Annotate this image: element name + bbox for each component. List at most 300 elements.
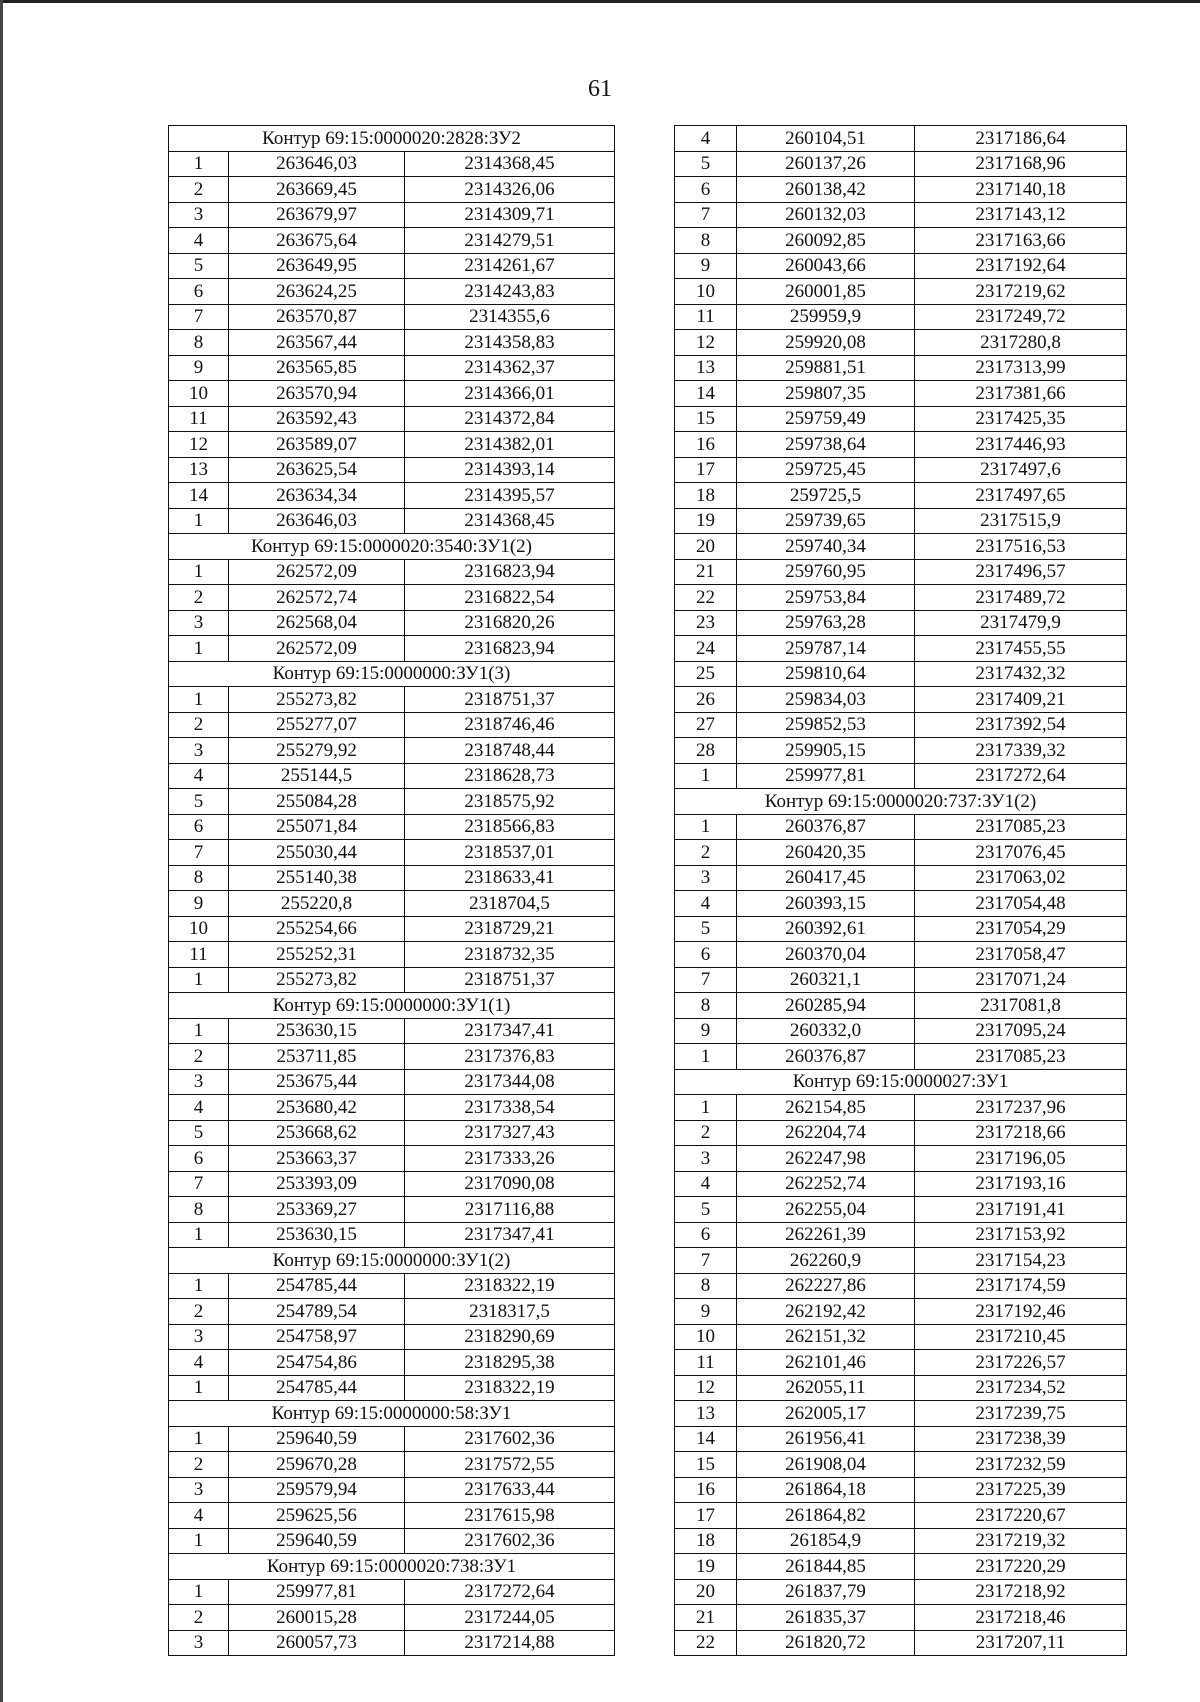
coordinate-row [169, 585, 615, 611]
coordinate-y: 2317496,57 [915, 559, 1127, 585]
point-number: 27 [675, 712, 737, 738]
point-number: 2 [169, 1605, 229, 1631]
point-number: 1 [169, 1579, 229, 1605]
coordinate-row [169, 177, 615, 203]
coordinate-x: 262151,32 [737, 1324, 915, 1350]
coordinate-y: 2317163,66 [915, 228, 1127, 254]
point-number: 4 [169, 1350, 229, 1376]
coordinate-x: 254785,44 [229, 1273, 405, 1299]
point-number: 4 [169, 1095, 229, 1121]
coordinate-row [675, 151, 1127, 177]
coordinate-row [169, 967, 615, 993]
point-number: 1 [675, 814, 737, 840]
coordinate-x: 260376,87 [737, 1044, 915, 1070]
coordinate-y: 2316823,94 [405, 559, 615, 585]
coordinate-row [169, 1273, 615, 1299]
point-number: 14 [675, 381, 737, 407]
coordinate-row [675, 1146, 1127, 1172]
coordinate-row [675, 763, 1127, 789]
coordinate-row [675, 406, 1127, 432]
coordinate-row [675, 355, 1127, 381]
coordinate-row [169, 457, 615, 483]
point-number: 22 [675, 585, 737, 611]
coordinate-y: 2317085,23 [915, 1044, 1127, 1070]
coordinate-x: 253393,09 [229, 1171, 405, 1197]
point-number: 5 [675, 1197, 737, 1223]
coordinate-x: 259852,53 [737, 712, 915, 738]
point-number: 6 [169, 279, 229, 305]
coordinate-y: 2317186,64 [915, 126, 1127, 152]
coordinate-y: 2317338,54 [405, 1095, 615, 1121]
coordinate-row [169, 355, 615, 381]
coordinate-x: 261820,72 [737, 1630, 915, 1656]
contour-header-row [169, 1401, 615, 1427]
coordinate-y: 2317432,32 [915, 661, 1127, 687]
coordinate-row [169, 1222, 615, 1248]
coordinate-row [169, 559, 615, 585]
contour-title: Контур 69:15:0000020:738:ЗУ1 [169, 1554, 615, 1580]
coordinate-y: 2317232,59 [915, 1452, 1127, 1478]
coordinate-y: 2317446,93 [915, 432, 1127, 458]
coordinate-row [169, 814, 615, 840]
point-number: 26 [675, 687, 737, 713]
coordinate-row [675, 228, 1127, 254]
coordinate-row [675, 304, 1127, 330]
point-number: 1 [169, 1273, 229, 1299]
coordinate-row [675, 432, 1127, 458]
coordinate-x: 263669,45 [229, 177, 405, 203]
coordinate-y: 2317193,16 [915, 1171, 1127, 1197]
coordinate-x: 253630,15 [229, 1222, 405, 1248]
coordinate-row [675, 993, 1127, 1019]
coordinate-row [169, 1528, 615, 1554]
point-number: 20 [675, 1579, 737, 1605]
point-number: 3 [169, 202, 229, 228]
coordinate-y: 2318748,44 [405, 738, 615, 764]
coordinate-row [675, 534, 1127, 560]
coordinate-x: 259763,28 [737, 610, 915, 636]
coordinate-row [169, 865, 615, 891]
coordinate-x: 263649,95 [229, 253, 405, 279]
coordinate-x: 255144,5 [229, 763, 405, 789]
coordinate-y: 2317572,55 [405, 1452, 615, 1478]
coordinate-row [169, 687, 615, 713]
coordinate-y: 2317272,64 [915, 763, 1127, 789]
coordinate-y: 2317192,64 [915, 253, 1127, 279]
point-number: 3 [169, 1630, 229, 1656]
coordinate-x: 255030,44 [229, 840, 405, 866]
coordinate-x: 261864,82 [737, 1503, 915, 1529]
contour-title: Контур 69:15:0000020:2828:ЗУ2 [169, 126, 615, 152]
coordinate-row [675, 1018, 1127, 1044]
coordinate-x: 253630,15 [229, 1018, 405, 1044]
coordinate-x: 259753,84 [737, 585, 915, 611]
point-number: 8 [169, 865, 229, 891]
coordinate-y: 2318704,5 [405, 891, 615, 917]
coordinate-row [675, 1452, 1127, 1478]
point-number: 20 [675, 534, 737, 560]
coordinate-y: 2317218,92 [915, 1579, 1127, 1605]
coordinate-y: 2314362,37 [405, 355, 615, 381]
point-number: 3 [169, 1069, 229, 1095]
coordinate-x: 259625,56 [229, 1503, 405, 1529]
coordinate-x: 259920,08 [737, 330, 915, 356]
point-number: 1 [169, 687, 229, 713]
coordinate-x: 263679,97 [229, 202, 405, 228]
coordinate-y: 2317497,65 [915, 483, 1127, 509]
coordinate-y: 2317143,12 [915, 202, 1127, 228]
coordinate-row [169, 253, 615, 279]
coordinate-x: 255220,8 [229, 891, 405, 917]
coordinate-row [675, 585, 1127, 611]
contour-header-row [675, 1069, 1127, 1095]
point-number: 10 [675, 279, 737, 305]
coordinate-row [675, 253, 1127, 279]
coordinate-x: 255140,38 [229, 865, 405, 891]
point-number: 28 [675, 738, 737, 764]
coordinate-x: 260092,85 [737, 228, 915, 254]
coordinate-x: 259670,28 [229, 1452, 405, 1478]
coordinate-y: 2314243,83 [405, 279, 615, 305]
point-number: 6 [675, 1222, 737, 1248]
coordinate-row [169, 1630, 615, 1656]
coordinate-y: 2317218,66 [915, 1120, 1127, 1146]
coordinate-x: 254758,97 [229, 1324, 405, 1350]
coordinate-x: 262204,74 [737, 1120, 915, 1146]
point-number: 6 [169, 1146, 229, 1172]
coordinate-y: 2317219,62 [915, 279, 1127, 305]
point-number: 7 [169, 304, 229, 330]
coordinate-y: 2318290,69 [405, 1324, 615, 1350]
coordinate-row [675, 1554, 1127, 1580]
coordinate-row [675, 381, 1127, 407]
coordinate-y: 2317140,18 [915, 177, 1127, 203]
coordinate-y: 2317327,43 [405, 1120, 615, 1146]
point-number: 11 [169, 942, 229, 968]
coordinate-row [675, 559, 1127, 585]
point-number: 4 [675, 1171, 737, 1197]
point-number: 9 [675, 1018, 737, 1044]
coordinate-row [169, 1120, 615, 1146]
point-number: 9 [675, 253, 737, 279]
coordinate-row [169, 610, 615, 636]
coordinate-y: 2318729,21 [405, 916, 615, 942]
point-number: 1 [169, 1018, 229, 1044]
coordinate-x: 261908,04 [737, 1452, 915, 1478]
coordinate-y: 2317344,08 [405, 1069, 615, 1095]
coordinate-x: 259640,59 [229, 1426, 405, 1452]
coordinate-y: 2317602,36 [405, 1426, 615, 1452]
coordinate-y: 2317489,72 [915, 585, 1127, 611]
coordinate-row [675, 483, 1127, 509]
coordinate-y: 2317479,9 [915, 610, 1127, 636]
point-number: 2 [169, 712, 229, 738]
point-number: 12 [169, 432, 229, 458]
point-number: 18 [675, 483, 737, 509]
coordinate-y: 2318751,37 [405, 687, 615, 713]
coordinate-y: 2316823,94 [405, 636, 615, 662]
coordinate-x: 260393,15 [737, 891, 915, 917]
coordinate-y: 2317239,75 [915, 1401, 1127, 1427]
coordinate-y: 2317085,23 [915, 814, 1127, 840]
coordinate-y: 2317081,8 [915, 993, 1127, 1019]
coordinate-x: 255279,92 [229, 738, 405, 764]
contour-header-row [169, 1554, 615, 1580]
coordinate-y: 2317313,99 [915, 355, 1127, 381]
coordinate-y: 2318566,83 [405, 814, 615, 840]
coordinate-x: 261956,41 [737, 1426, 915, 1452]
point-number: 1 [169, 967, 229, 993]
coordinate-row [675, 1503, 1127, 1529]
coordinate-y: 2317090,08 [405, 1171, 615, 1197]
coordinate-row [169, 942, 615, 968]
coordinate-x: 260417,45 [737, 865, 915, 891]
coordinate-row [675, 942, 1127, 968]
coordinate-y: 2318322,19 [405, 1273, 615, 1299]
coordinate-x: 263675,64 [229, 228, 405, 254]
coordinate-x: 259740,34 [737, 534, 915, 560]
coordinate-y: 2318575,92 [405, 789, 615, 815]
coordinate-row [675, 814, 1127, 840]
coordinate-y: 2317220,67 [915, 1503, 1127, 1529]
coordinate-x: 255254,66 [229, 916, 405, 942]
point-number: 11 [675, 304, 737, 330]
point-number: 5 [169, 789, 229, 815]
coordinate-y: 2318317,5 [405, 1299, 615, 1325]
point-number: 1 [675, 1095, 737, 1121]
coordinate-y: 2317238,39 [915, 1426, 1127, 1452]
scan-edge-left [0, 0, 3, 1702]
coordinate-row [675, 1044, 1127, 1070]
coordinate-y: 2317347,41 [405, 1222, 615, 1248]
coordinate-x: 253680,42 [229, 1095, 405, 1121]
coordinate-y: 2314393,14 [405, 457, 615, 483]
coordinate-row [675, 1528, 1127, 1554]
coordinate-row [675, 1299, 1127, 1325]
coordinate-y: 2317339,32 [915, 738, 1127, 764]
coordinate-y: 2317054,48 [915, 891, 1127, 917]
coordinate-x: 259579,94 [229, 1477, 405, 1503]
coordinate-y: 2317210,45 [915, 1324, 1127, 1350]
coordinate-y: 2317219,32 [915, 1528, 1127, 1554]
coordinate-x: 261835,37 [737, 1605, 915, 1631]
coordinate-y: 2317174,59 [915, 1273, 1127, 1299]
point-number: 8 [675, 993, 737, 1019]
coordinate-x: 263567,44 [229, 330, 405, 356]
coordinate-row [169, 1503, 615, 1529]
contour-header-row [675, 789, 1127, 815]
coordinate-x: 260332,0 [737, 1018, 915, 1044]
point-number: 9 [169, 355, 229, 381]
coordinate-x: 260392,61 [737, 916, 915, 942]
coordinate-row [169, 738, 615, 764]
coordinate-row [675, 661, 1127, 687]
coordinate-x: 255273,82 [229, 687, 405, 713]
coordinates-table-right [674, 125, 1127, 1656]
coordinate-y: 2317207,11 [915, 1630, 1127, 1656]
coordinate-row [169, 1018, 615, 1044]
coordinate-row [675, 738, 1127, 764]
coordinate-y: 2316822,54 [405, 585, 615, 611]
coordinate-y: 2317333,26 [405, 1146, 615, 1172]
coordinate-x: 262252,74 [737, 1171, 915, 1197]
coordinate-x: 260001,85 [737, 279, 915, 305]
coordinate-row [169, 1095, 615, 1121]
coordinate-y: 2314372,84 [405, 406, 615, 432]
coordinate-x: 260043,66 [737, 253, 915, 279]
coordinate-row [675, 202, 1127, 228]
coordinate-row [675, 687, 1127, 713]
coordinate-x: 262572,09 [229, 636, 405, 662]
coordinate-y: 2317515,9 [915, 508, 1127, 534]
point-number: 10 [675, 1324, 737, 1350]
coordinate-x: 261864,18 [737, 1477, 915, 1503]
coordinate-y: 2317392,54 [915, 712, 1127, 738]
point-number: 1 [169, 1375, 229, 1401]
coordinate-row [169, 840, 615, 866]
coordinate-x: 262227,86 [737, 1273, 915, 1299]
point-number: 2 [169, 1044, 229, 1070]
point-number: 6 [169, 814, 229, 840]
point-number: 24 [675, 636, 737, 662]
coordinate-x: 255273,82 [229, 967, 405, 993]
coordinate-x: 262255,04 [737, 1197, 915, 1223]
coordinate-y: 2317058,47 [915, 942, 1127, 968]
contour-title: Контур 69:15:0000020:737:ЗУ1(2) [675, 789, 1127, 815]
coordinate-x: 255071,84 [229, 814, 405, 840]
coordinate-y: 2317237,96 [915, 1095, 1127, 1121]
contour-title: Контур 69:15:0000000:ЗУ1(2) [169, 1248, 615, 1274]
coordinate-row [169, 508, 615, 534]
point-number: 11 [675, 1350, 737, 1376]
point-number: 3 [675, 865, 737, 891]
point-number: 1 [675, 763, 737, 789]
coordinate-y: 2317154,23 [915, 1248, 1127, 1274]
coordinate-row [675, 1197, 1127, 1223]
coordinate-row [169, 381, 615, 407]
coordinate-y: 2317347,41 [405, 1018, 615, 1044]
coordinate-x: 259787,14 [737, 636, 915, 662]
coordinate-x: 254785,44 [229, 1375, 405, 1401]
coordinate-y: 2317225,39 [915, 1477, 1127, 1503]
coordinate-x: 259959,9 [737, 304, 915, 330]
point-number: 2 [675, 840, 737, 866]
coordinate-x: 261844,85 [737, 1554, 915, 1580]
point-number: 12 [675, 1375, 737, 1401]
coordinate-row [675, 916, 1127, 942]
coordinate-row [169, 789, 615, 815]
coordinate-y: 2317192,46 [915, 1299, 1127, 1325]
point-number: 3 [169, 738, 229, 764]
coordinate-x: 262568,04 [229, 610, 405, 636]
point-number: 8 [675, 1273, 737, 1299]
coordinate-y: 2317376,83 [405, 1044, 615, 1070]
coordinate-row [169, 1375, 615, 1401]
coordinate-row [675, 1401, 1127, 1427]
coordinate-row [675, 610, 1127, 636]
point-number: 9 [675, 1299, 737, 1325]
coordinate-y: 2314395,57 [405, 483, 615, 509]
point-number: 13 [675, 355, 737, 381]
coordinate-x: 260420,35 [737, 840, 915, 866]
point-number: 17 [675, 457, 737, 483]
point-number: 2 [169, 1299, 229, 1325]
point-number: 7 [675, 967, 737, 993]
coordinate-y: 2317234,52 [915, 1375, 1127, 1401]
coordinate-row [169, 712, 615, 738]
point-number: 13 [169, 457, 229, 483]
coordinate-x: 262261,39 [737, 1222, 915, 1248]
point-number: 1 [169, 1426, 229, 1452]
coordinate-x: 259905,15 [737, 738, 915, 764]
contour-title: Контур 69:15:0000000:ЗУ1(3) [169, 661, 615, 687]
coordinate-row [169, 483, 615, 509]
point-number: 4 [169, 228, 229, 254]
coordinate-y: 2318322,19 [405, 1375, 615, 1401]
coordinate-x: 259810,64 [737, 661, 915, 687]
coordinate-row [169, 916, 615, 942]
coordinate-row [169, 228, 615, 254]
coordinate-row [675, 1222, 1127, 1248]
coordinate-x: 262572,74 [229, 585, 405, 611]
coordinate-x: 263592,43 [229, 406, 405, 432]
coordinate-x: 259977,81 [737, 763, 915, 789]
point-number: 19 [675, 1554, 737, 1580]
coordinate-x: 253711,85 [229, 1044, 405, 1070]
coordinate-y: 2314368,45 [405, 508, 615, 534]
point-number: 1 [169, 151, 229, 177]
coordinate-x: 259725,5 [737, 483, 915, 509]
coordinate-row [675, 865, 1127, 891]
coordinate-x: 259759,49 [737, 406, 915, 432]
point-number: 5 [169, 253, 229, 279]
point-number: 3 [169, 1324, 229, 1350]
point-number: 9 [169, 891, 229, 917]
contour-header-row [169, 1248, 615, 1274]
point-number: 2 [169, 1452, 229, 1478]
coordinate-y: 2317095,24 [915, 1018, 1127, 1044]
coordinate-x: 261854,9 [737, 1528, 915, 1554]
point-number: 14 [675, 1426, 737, 1452]
coordinate-x: 254789,54 [229, 1299, 405, 1325]
coordinate-y: 2314368,45 [405, 151, 615, 177]
coordinate-row [675, 1375, 1127, 1401]
coordinate-y: 2314358,83 [405, 330, 615, 356]
coordinate-row [169, 1579, 615, 1605]
coordinate-row [169, 1299, 615, 1325]
coordinate-y: 2317425,35 [915, 406, 1127, 432]
coordinate-y: 2317054,29 [915, 916, 1127, 942]
coordinate-y: 2317272,64 [405, 1579, 615, 1605]
point-number: 6 [675, 942, 737, 968]
point-number: 25 [675, 661, 737, 687]
coordinate-x: 253663,37 [229, 1146, 405, 1172]
coordinate-x: 261837,79 [737, 1579, 915, 1605]
coordinate-y: 2318633,41 [405, 865, 615, 891]
coordinate-x: 260137,26 [737, 151, 915, 177]
coordinate-x: 259807,35 [737, 381, 915, 407]
contour-header-row [169, 126, 615, 152]
coordinate-y: 2317191,41 [915, 1197, 1127, 1223]
point-number: 15 [675, 406, 737, 432]
coordinate-row [169, 763, 615, 789]
coordinate-x: 259834,03 [737, 687, 915, 713]
point-number: 3 [169, 1477, 229, 1503]
coordinate-row [169, 636, 615, 662]
coordinate-x: 253675,44 [229, 1069, 405, 1095]
coordinate-y: 2316820,26 [405, 610, 615, 636]
point-number: 21 [675, 559, 737, 585]
